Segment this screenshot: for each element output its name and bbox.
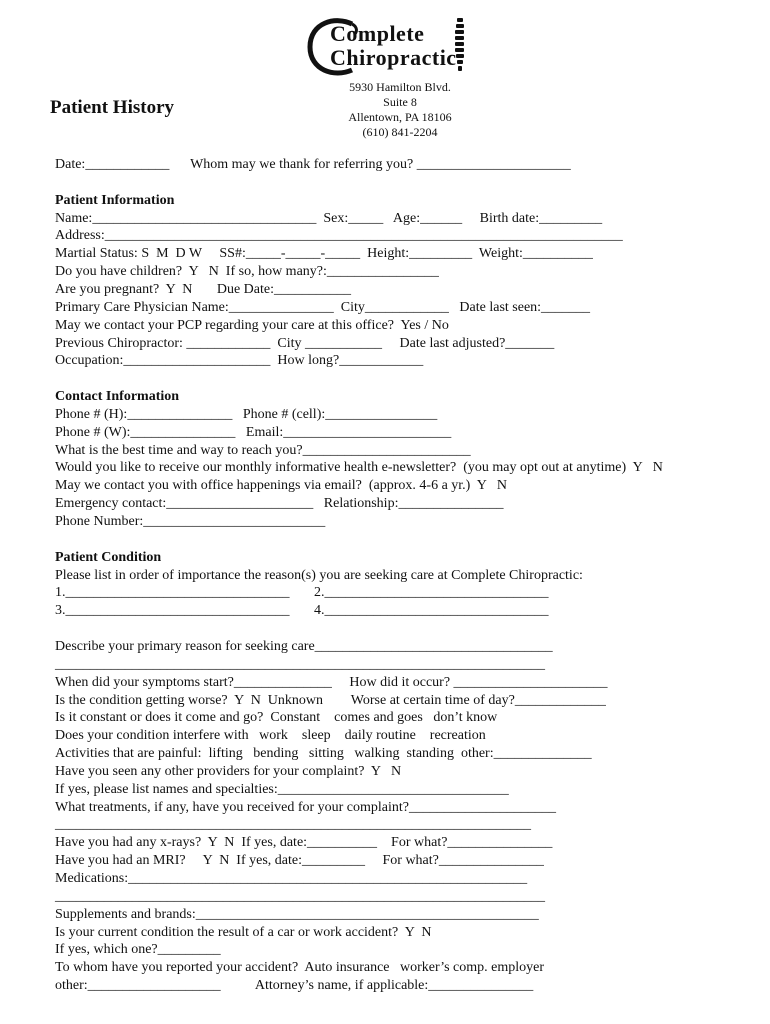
page-title: Patient History: [50, 97, 175, 118]
form-line: What is the best time and way to reach you?________________________: [55, 442, 471, 458]
form-line: What treatments, if any, have you received for your complaint?_____________________: [55, 799, 557, 815]
form-line: 1.________________________________ 2.________________________________: [55, 585, 549, 601]
form-line: Is it constant or does it come and go? Constant comes and goes don’t know: [55, 710, 498, 726]
form-line: Phone Number:__________________________: [55, 514, 326, 529]
address-suite: Suite 8: [383, 95, 417, 109]
section-heading: Patient Information: [55, 192, 175, 208]
form-line: ______________________________________________________________________: [55, 656, 545, 672]
form-line: Name:________________________________ Sex:_____ Age:______ Birth date:_________: [55, 210, 603, 226]
form-line: Are you pregnant? Y N Due Date:___________: [55, 281, 352, 297]
form-line: Date:____________ Whom may we thank for referring you? ______________________: [55, 157, 571, 172]
form-line: Occupation:_____________________ How long?____________: [55, 353, 424, 369]
form-line: Supplements and brands:_________________________________________________: [55, 906, 539, 922]
address-city: Allentown, PA 18106: [348, 110, 452, 124]
form-line: Activities that are painful: lifting bending sitting walking standing other:______________: [55, 746, 592, 762]
form-line: Have you had an MRI? Y N If yes, date:_________ For what?_______________: [55, 853, 544, 869]
form-line: May we contact you with office happenings via email? (approx. 4-6 a yr.) Y N: [55, 478, 508, 494]
form-line: To whom have you reported your accident? Auto insurance worker’s comp. employer: [55, 960, 545, 976]
form-line: When did your symptoms start?______________ How did it occur? ______________________: [55, 674, 608, 690]
form-line: Is your current condition the result of a car or work accident? Y N: [55, 924, 432, 940]
section-heading: Patient Condition: [55, 549, 162, 565]
form-line: Would you like to receive our monthly informative health e-newsletter? (you may opt out at anytime) Y N: [55, 460, 663, 476]
form-line: Have you seen any other providers for your complaint? Y N: [55, 763, 402, 779]
form-line: Address:__________________________________________________________________________: [55, 228, 623, 244]
form-line: Describe your primary reason for seeking care__________________________________: [55, 638, 553, 654]
form-line: If yes, which one?_________: [55, 942, 221, 958]
form-line: May we contact your PCP regarding your care at this office? Yes / No: [55, 317, 449, 333]
section-heading: Contact Information: [55, 389, 180, 405]
address-street: 5930 Hamilton Blvd.: [349, 80, 451, 94]
form-line: Does your condition interfere with work sleep daily routine recreation: [55, 728, 486, 744]
form-line: Is the condition getting worse? Y N Unknown Worse at certain time of day?_____________: [55, 692, 606, 708]
form-line: Emergency contact:_____________________ Relationship:_______________: [55, 496, 504, 512]
form-line: ____________________________________________________________________: [55, 817, 531, 833]
form-line: If yes, please list names and specialties:_________________________________: [55, 781, 509, 797]
logo-wordmark: Complete Chiropractic: [330, 21, 457, 70]
form-line: Previous Chiropractor: ____________ City ___________ Date last adjusted?_______: [55, 335, 555, 351]
address-phone: (610) 841-2204: [362, 125, 438, 139]
form-line: Have you had any x-rays? Y N If yes, date:__________ For what?_______________: [55, 835, 553, 851]
form-line: Do you have children? Y N If so, how many?:________________: [55, 264, 439, 280]
form-line: Primary Care Physician Name:_______________ City____________ Date last seen:_______: [55, 299, 591, 315]
form-line: Medications:_________________________________________________________: [55, 871, 528, 886]
form-line: Phone # (H):_______________ Phone # (cell):________________: [55, 406, 438, 422]
form-line: ______________________________________________________________________: [55, 888, 545, 904]
clinic-address: [330, 80, 470, 140]
form-line: Phone # (W):_______________ Email:________________________: [55, 424, 452, 440]
form-line: other:___________________ Attorney’s name, if applicable:_______________: [55, 978, 534, 994]
form-line: Please list in order of importance the reason(s) you are seeking care at Complete Chiropractic:: [55, 567, 583, 583]
form-line: Martial Status: S M D W SS#:_____-_____-_____ Height:_________ Weight:__________: [55, 246, 593, 262]
form-line: 3.________________________________ 4.________________________________: [55, 603, 549, 619]
